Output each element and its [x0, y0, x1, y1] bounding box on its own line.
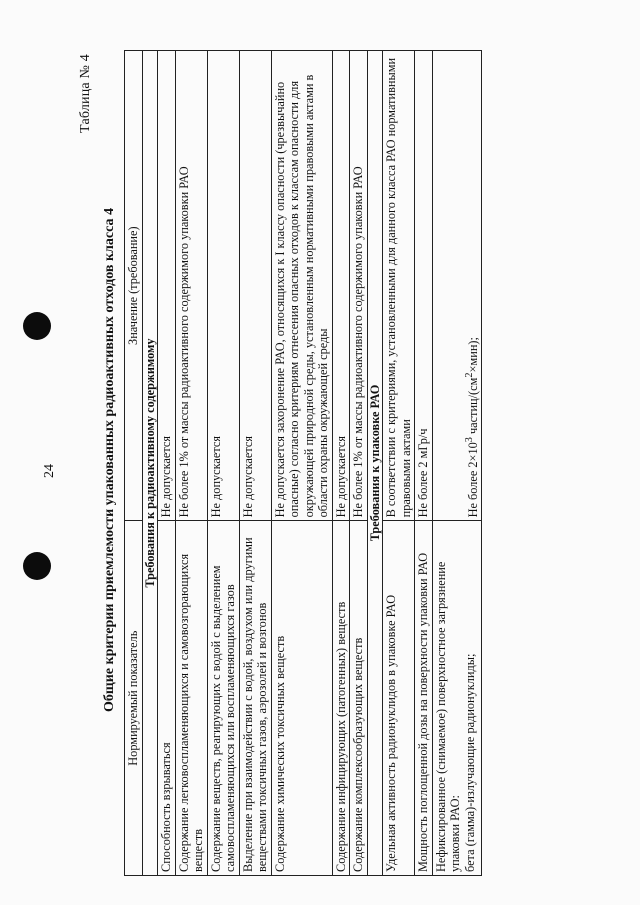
- section-title: Требования к радиоактивному содержимому: [142, 51, 158, 876]
- table-header-row: [125, 51, 143, 876]
- value-cell: Не допускается: [332, 51, 350, 521]
- punch-hole-bottom: [23, 552, 51, 580]
- value-line: [434, 54, 463, 517]
- indicator-cell: Содержание инфицирующих (патогенных) веществ: [332, 521, 350, 876]
- indicator-cell: Удельная активность радионуклидов в упаковке РАО: [383, 521, 415, 876]
- value-cell: [432, 51, 482, 521]
- table-row: [415, 51, 433, 876]
- value-cell: В соответствии с критериями, установленными для данного класса РАО нормативными правовыми актами: [383, 51, 415, 521]
- table-row: [207, 51, 239, 876]
- indicator-line: Нефиксированное (снимаемое) поверхностное загрязнение упаковки РАО:: [433, 561, 462, 872]
- page-number: 24: [42, 464, 57, 478]
- table-row: [350, 51, 368, 876]
- value-cell: Не более 1% от массы радиоактивного содержимого упаковки РАО: [175, 51, 207, 521]
- rotated-page-content: [76, 40, 636, 880]
- indicator-cell: Выделение при взаимодействии с водой, воздухом или другими веществами токсичных газов, аэрозолей и возгонов: [239, 521, 271, 876]
- value-cell: Не более 1% от массы радиоактивного содержимого упаковки РАО: [350, 51, 368, 521]
- table-row: [383, 51, 415, 876]
- table-row: [332, 51, 350, 876]
- section-row: [367, 51, 383, 876]
- section-row: [142, 51, 158, 876]
- table-row: [432, 51, 482, 876]
- document-title: Общие критерии приемлемости упакованных радиоактивных отходов класса 4: [102, 208, 117, 712]
- indicator-cell: Содержание легковоспламеняющихся и самовозгорающихся веществ: [175, 521, 207, 876]
- table-row: [239, 51, 271, 876]
- indicator-cell: Содержание веществ, реагирующих с водой с выделением самовоспламеняющихся или воспламеняющихся газов: [207, 521, 239, 876]
- indicator-cell: Способность взрываться: [158, 521, 176, 876]
- indicator-subline: бета (гамма)-излучающие радионуклиды;: [462, 653, 477, 872]
- criteria-table: [124, 50, 482, 876]
- value-prefix: Не более $2\times 10^3$ частиц/$(см^2\times мин)$;: [463, 337, 480, 518]
- table-row: [175, 51, 207, 876]
- value-cell: Не допускается: [207, 51, 239, 521]
- indicator-cell: Содержание химических токсичных веществ: [271, 521, 332, 876]
- table-row: [158, 51, 176, 876]
- indicator-cell: Содержание комплексообразующих веществ: [350, 521, 368, 876]
- column-header-indicator: Нормируемый показатель: [125, 521, 143, 876]
- value-cell: Не допускается: [239, 51, 271, 521]
- value-cell: Не допускается захоронение РАО, относящихся к I классу опасности (чрезвычайно опасные) согласно критериям отнесения опасных отходов к классам опасности для окружающей природной среды, установленным нормативными правовыми актами в области охраны окружающей среды: [271, 51, 332, 521]
- punch-hole-top: [23, 312, 51, 340]
- table-row: [271, 51, 332, 876]
- indicator-cell: Мощность поглощенной дозы на поверхности упаковки РАО: [415, 521, 433, 876]
- table-number-label: Таблица № 4: [78, 54, 93, 133]
- value-cell: Не допускается: [158, 51, 176, 521]
- section-title: Требования к упаковке РАО: [367, 51, 383, 876]
- indicator-cell: [432, 521, 482, 876]
- column-header-value: Значение (требование): [125, 51, 143, 521]
- value-subline: [463, 54, 481, 517]
- value-cell: Не более 2 мГр/ч: [415, 51, 433, 521]
